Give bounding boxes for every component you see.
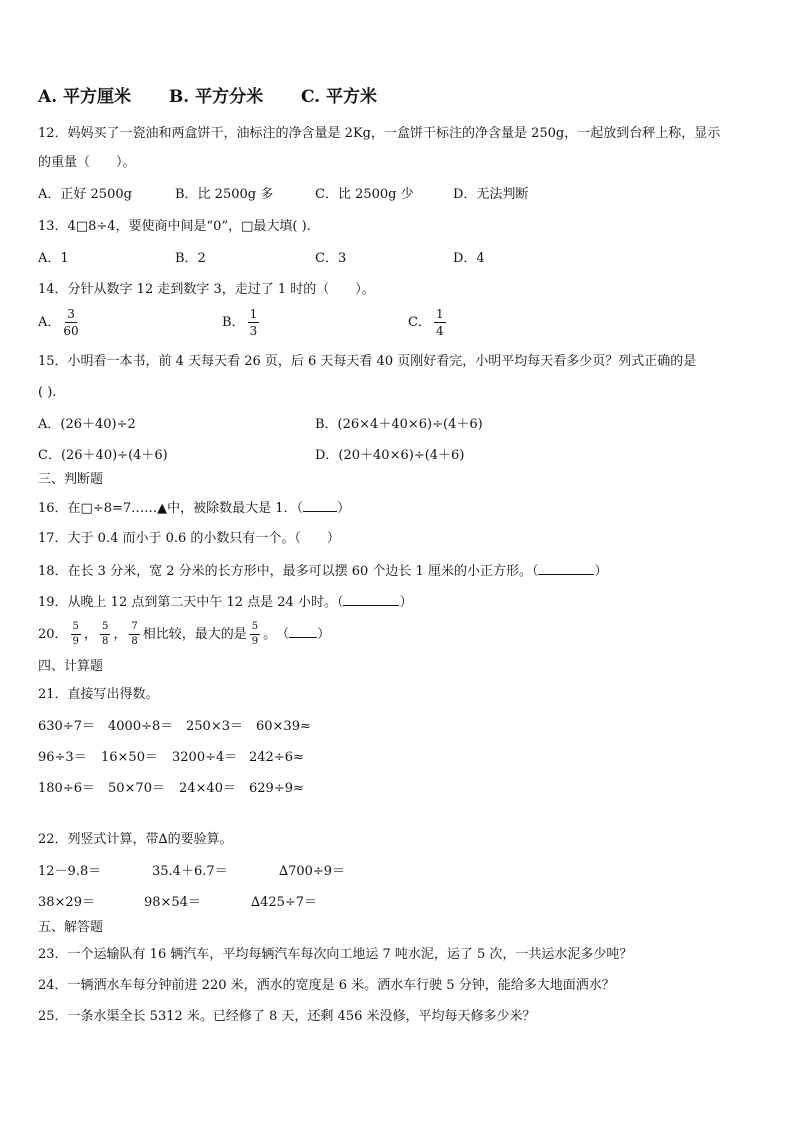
answer-blank[interactable] xyxy=(303,499,337,512)
q12-option-b: B．比 2500g 多 xyxy=(175,187,274,202)
q24-text: 24．一辆洒水车每分钟前进 220 米，洒水的宽度是 6 米。洒水车行驶 5 分钟，能给多大地面洒水？ xyxy=(38,978,615,993)
q11-option-b: B. 平方分米 xyxy=(168,87,264,107)
section-heading-word-problems: 五、解答题 xyxy=(38,920,104,935)
q17-text: 17．大于 0.4 而小于 0.6 的小数只有一个。（ ） xyxy=(38,531,340,546)
q15-option-d: D．(20＋40×6)÷(4＋6) xyxy=(315,448,465,463)
answer-blank[interactable] xyxy=(538,562,594,575)
answer-blank[interactable] xyxy=(343,593,399,606)
q11-options xyxy=(38,86,377,108)
q21-item: 24×40＝ xyxy=(179,781,236,796)
q21-item: 180÷6＝ xyxy=(38,781,95,796)
fraction: $\frac{3}{60}$ xyxy=(63,307,79,338)
section-heading-judgement: 三、判断题 xyxy=(38,472,104,487)
fraction: $\frac{7}{8}$ xyxy=(131,621,138,647)
q12-text-line1: 12．妈妈买了一瓷油和两盒饼干，油标注的净含量是 2Kg，一盒饼干标注的净含量是 250g，一起放到台秤上称，显示 xyxy=(38,126,721,141)
q22-item: 98×54＝ xyxy=(144,895,201,910)
q22-item: ∆700÷9＝ xyxy=(279,864,346,879)
q13-option-c: C．3 xyxy=(315,251,347,266)
q21-item: 3200÷4＝ xyxy=(172,750,238,765)
q22-item: 12－9.8＝ xyxy=(38,864,102,879)
section-heading-calculation: 四、计算题 xyxy=(38,659,104,674)
q15-option-b: B．(26×4＋40×6)÷(4＋6) xyxy=(315,417,483,432)
q21-item: 60×39≈ xyxy=(256,719,311,734)
fraction: $\frac{1}{4}$ xyxy=(435,307,444,338)
fraction: $\frac{1}{3}$ xyxy=(249,307,258,338)
q19-text: 19．从晚上 12 点到第二天中午 12 点是 24 小时。（ ） xyxy=(38,595,413,610)
q12-option-d: D．无法判断 xyxy=(453,187,529,202)
q13-text: 13．4□8÷4，要使商中间是“0”，□最大填( ). xyxy=(38,219,311,234)
q25-text: 25．一条水渠全长 5312 米。已经修了 8 天，还剩 456 米没修，平均每天修多少米？ xyxy=(38,1009,536,1024)
q14-option-b: B． $\frac{1}{3}$ xyxy=(222,307,258,338)
q12-option-c: C．比 2500g 少 xyxy=(315,187,414,202)
q14-text: 14．分针从数字 12 走到数字 3，走过了 1 时的（ ）。 xyxy=(38,282,375,297)
q13-option-d: D．4 xyxy=(453,251,485,266)
q21-item: 242÷6≈ xyxy=(249,750,304,765)
answer-blank[interactable] xyxy=(289,625,317,638)
q20-text: 20． $\frac{5}{9}$ ， $\frac{5}{8}$ ， $\frac{7}{8}$ 相比较，最大的是 $\frac{5}{9}$ 。 （ ） xyxy=(38,621,331,647)
q21-item: 4000÷8＝ xyxy=(108,719,174,734)
q11-option-a: A. 平方厘米 xyxy=(38,87,132,107)
q23-text: 23．一个运输队有 16 辆汽车，平均每辆汽车每次向工地运 7 吨水泥，运了 5 次，一共运水泥多少吨？ xyxy=(38,947,633,962)
q12-option-a: A．正好 2500g xyxy=(38,187,132,202)
q15-option-a: A．(26＋40)÷2 xyxy=(38,417,136,432)
q21-item: 50×70＝ xyxy=(108,781,165,796)
q22-item: ∆425÷7＝ xyxy=(251,895,318,910)
q11-option-c: C. 平方米 xyxy=(300,87,378,107)
q14-option-a: A． $\frac{3}{60}$ xyxy=(38,307,79,338)
q13-option-b: B．2 xyxy=(175,251,206,266)
q21-item: 250×3＝ xyxy=(186,719,243,734)
q12-text-line2: 的重量（ ）。 xyxy=(38,155,136,170)
q18-text: 18．在长 3 分米，宽 2 分米的长方形中，最多可以摆 60 个边长 1 厘米的小正方形。（ ） xyxy=(38,564,608,579)
q21-title: 21．直接写出得数。 xyxy=(38,687,159,702)
q16-text: 16．在□÷8=7……▲中，被除数最大是 1．（ ） xyxy=(38,501,351,516)
q15-option-c: C．(26＋40)÷(4＋6) xyxy=(38,448,168,463)
q22-title: 22．列竖式计算，带∆的要验算。 xyxy=(38,832,233,847)
q22-item: 35.4＋6.7＝ xyxy=(152,864,228,879)
q13-option-a: A．1 xyxy=(38,251,69,266)
q21-item: 630÷7＝ xyxy=(38,719,95,734)
fraction: $\frac{5}{8}$ xyxy=(101,621,109,647)
fraction: $\frac{5}{9}$ xyxy=(72,621,79,647)
q14-option-c: C． $\frac{1}{4}$ xyxy=(408,307,444,338)
q15-text-line1: 15．小明看一本书，前 4 天每天看 26 页，后 6 天每天看 40 页刚好看完，小明平均每天看多少页？列式正确的是 xyxy=(38,354,697,369)
q21-item: 96÷3＝ xyxy=(38,750,87,765)
q21-item: 16×50＝ xyxy=(101,750,158,765)
q22-item: 38×29＝ xyxy=(38,895,95,910)
fraction: $\frac{5}{9}$ xyxy=(251,621,259,647)
q21-item: 629÷9≈ xyxy=(249,781,304,796)
q15-text-line2: ( ). xyxy=(38,385,57,400)
